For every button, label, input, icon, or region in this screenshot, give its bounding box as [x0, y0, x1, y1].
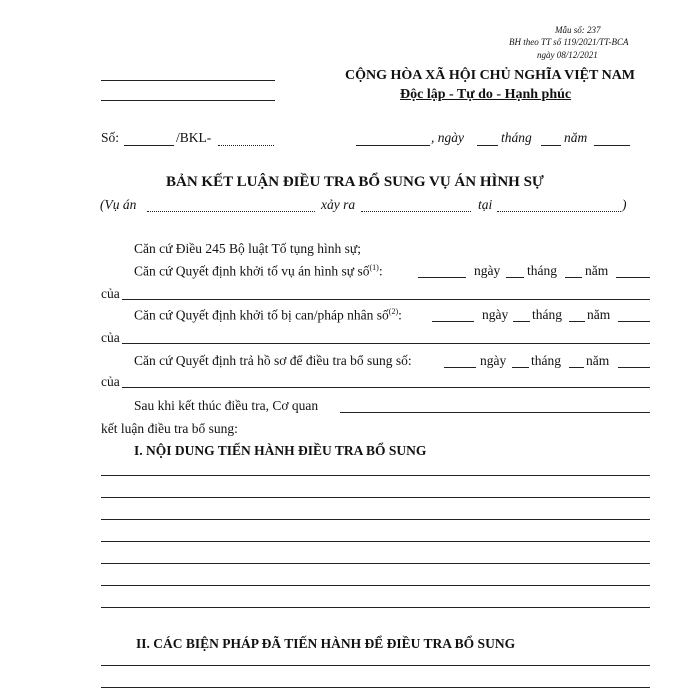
case-open: (Vụ án — [100, 197, 137, 212]
section-2-line[interactable] — [101, 687, 650, 688]
form-number: Mẫu số: 237 — [555, 25, 601, 35]
agency-line-1 — [101, 80, 275, 81]
dd-issuer-field[interactable] — [122, 343, 650, 344]
dd-year-field[interactable] — [618, 321, 650, 322]
case-place-field[interactable] — [497, 211, 621, 212]
issue-date: ngày 08/12/2021 — [537, 50, 598, 60]
case-decision-no-field[interactable] — [418, 277, 466, 278]
cd-ngay-label: ngày — [474, 263, 501, 278]
rd-ngay-label: ngày — [480, 353, 507, 368]
basis-article: Căn cứ Điều 245 Bộ luật Tố tụng hình sự; — [134, 241, 361, 256]
rd-year-field[interactable] — [618, 367, 650, 368]
date-nam-label: năm — [564, 130, 588, 145]
rd-month-field[interactable] — [569, 367, 584, 368]
date-month-field[interactable] — [541, 145, 561, 146]
date-thang-label: tháng — [501, 130, 532, 145]
dd-cua-label: của — [101, 330, 120, 345]
cd-issuer-field[interactable] — [122, 299, 650, 300]
rd-thang-label: tháng — [531, 353, 561, 368]
case-name-field[interactable] — [147, 211, 315, 212]
dd-decision-no-field[interactable] — [432, 321, 474, 322]
date-day-field[interactable] — [477, 145, 498, 146]
rd-decision-no-field[interactable] — [444, 367, 476, 368]
cd-thang-label: tháng — [527, 263, 557, 278]
cd-day-field[interactable] — [506, 277, 524, 278]
dd-thang-label: tháng — [532, 307, 562, 322]
basis-return-decision: Căn cứ Quyết định trả hồ sơ để điều tra bổ sung số: — [134, 353, 412, 368]
cd-nam-label: năm — [585, 263, 609, 278]
section-2-line[interactable] — [101, 665, 650, 666]
dd-day-field[interactable] — [513, 321, 530, 322]
place-field[interactable] — [356, 145, 430, 146]
document-title: BẢN KẾT LUẬN ĐIỀU TRA BỔ SUNG VỤ ÁN HÌNH SỰ — [166, 174, 544, 190]
section-2-heading: II. CÁC BIỆN PHÁP ĐÃ TIẾN HÀNH ĐỂ ĐIỀU TRA BỔ SUNG — [136, 636, 516, 651]
footnote-2: (2) — [388, 307, 399, 316]
conclusion-intro-cont: kết luận điều tra bổ sung: — [101, 421, 238, 436]
legal-basis: BH theo TT số 119/2021/TT-BCA — [509, 37, 629, 47]
case-xayra-label: xảy ra — [321, 197, 356, 212]
basis-case-decision: Căn cứ Quyết định khởi tố vụ án hình sự số$^{(1)}$: — [134, 263, 383, 279]
rd-day-field[interactable] — [512, 367, 529, 368]
date-year-field[interactable] — [594, 145, 630, 146]
so-field[interactable] — [124, 145, 174, 146]
section-1-line[interactable] — [101, 563, 650, 564]
cd-year-field[interactable] — [616, 277, 650, 278]
bkl-field[interactable] — [218, 145, 274, 146]
date-ngay-label: , ngày — [431, 130, 464, 145]
dd-nam-label: năm — [587, 307, 611, 322]
section-1-heading: I. NỘI DUNG TIẾN HÀNH ĐIỀU TRA BỔ SUNG — [134, 443, 427, 458]
rd-cua-label: của — [101, 374, 120, 389]
conclusion-intro: Sau khi kết thúc điều tra, Cơ quan — [134, 398, 319, 413]
section-1-line[interactable] — [101, 607, 650, 608]
cd-cua-label: của — [101, 286, 120, 301]
rd-issuer-field[interactable] — [122, 387, 650, 388]
footnote-1: (1) — [369, 263, 379, 272]
section-1-line[interactable] — [101, 497, 650, 498]
so-label: Số: — [101, 130, 120, 145]
section-1-line[interactable] — [101, 475, 650, 476]
case-tai-label: tại — [478, 197, 493, 212]
section-1-line[interactable] — [101, 519, 650, 520]
motto: Độc lập - Tự do - Hạnh phúc — [400, 87, 572, 102]
basis-defendant-decision: Căn cứ Quyết định khởi tố bị can/pháp nhân số$^{(2)}$: — [134, 307, 402, 323]
agency-name-field[interactable] — [340, 412, 650, 413]
dd-month-field[interactable] — [569, 321, 585, 322]
country-name: CỘNG HÒA XÃ HỘI CHỦ NGHĨA VIỆT NAM — [345, 68, 636, 83]
rd-nam-label: năm — [586, 353, 610, 368]
section-1-line[interactable] — [101, 541, 650, 542]
cd-month-field[interactable] — [565, 277, 582, 278]
dd-ngay-label: ngày — [482, 307, 509, 322]
bkl-label: /BKL- — [176, 130, 212, 145]
section-1-line[interactable] — [101, 585, 650, 586]
case-time-field[interactable] — [361, 211, 471, 212]
agency-line-2 — [101, 100, 275, 101]
case-close: ) — [622, 197, 627, 212]
